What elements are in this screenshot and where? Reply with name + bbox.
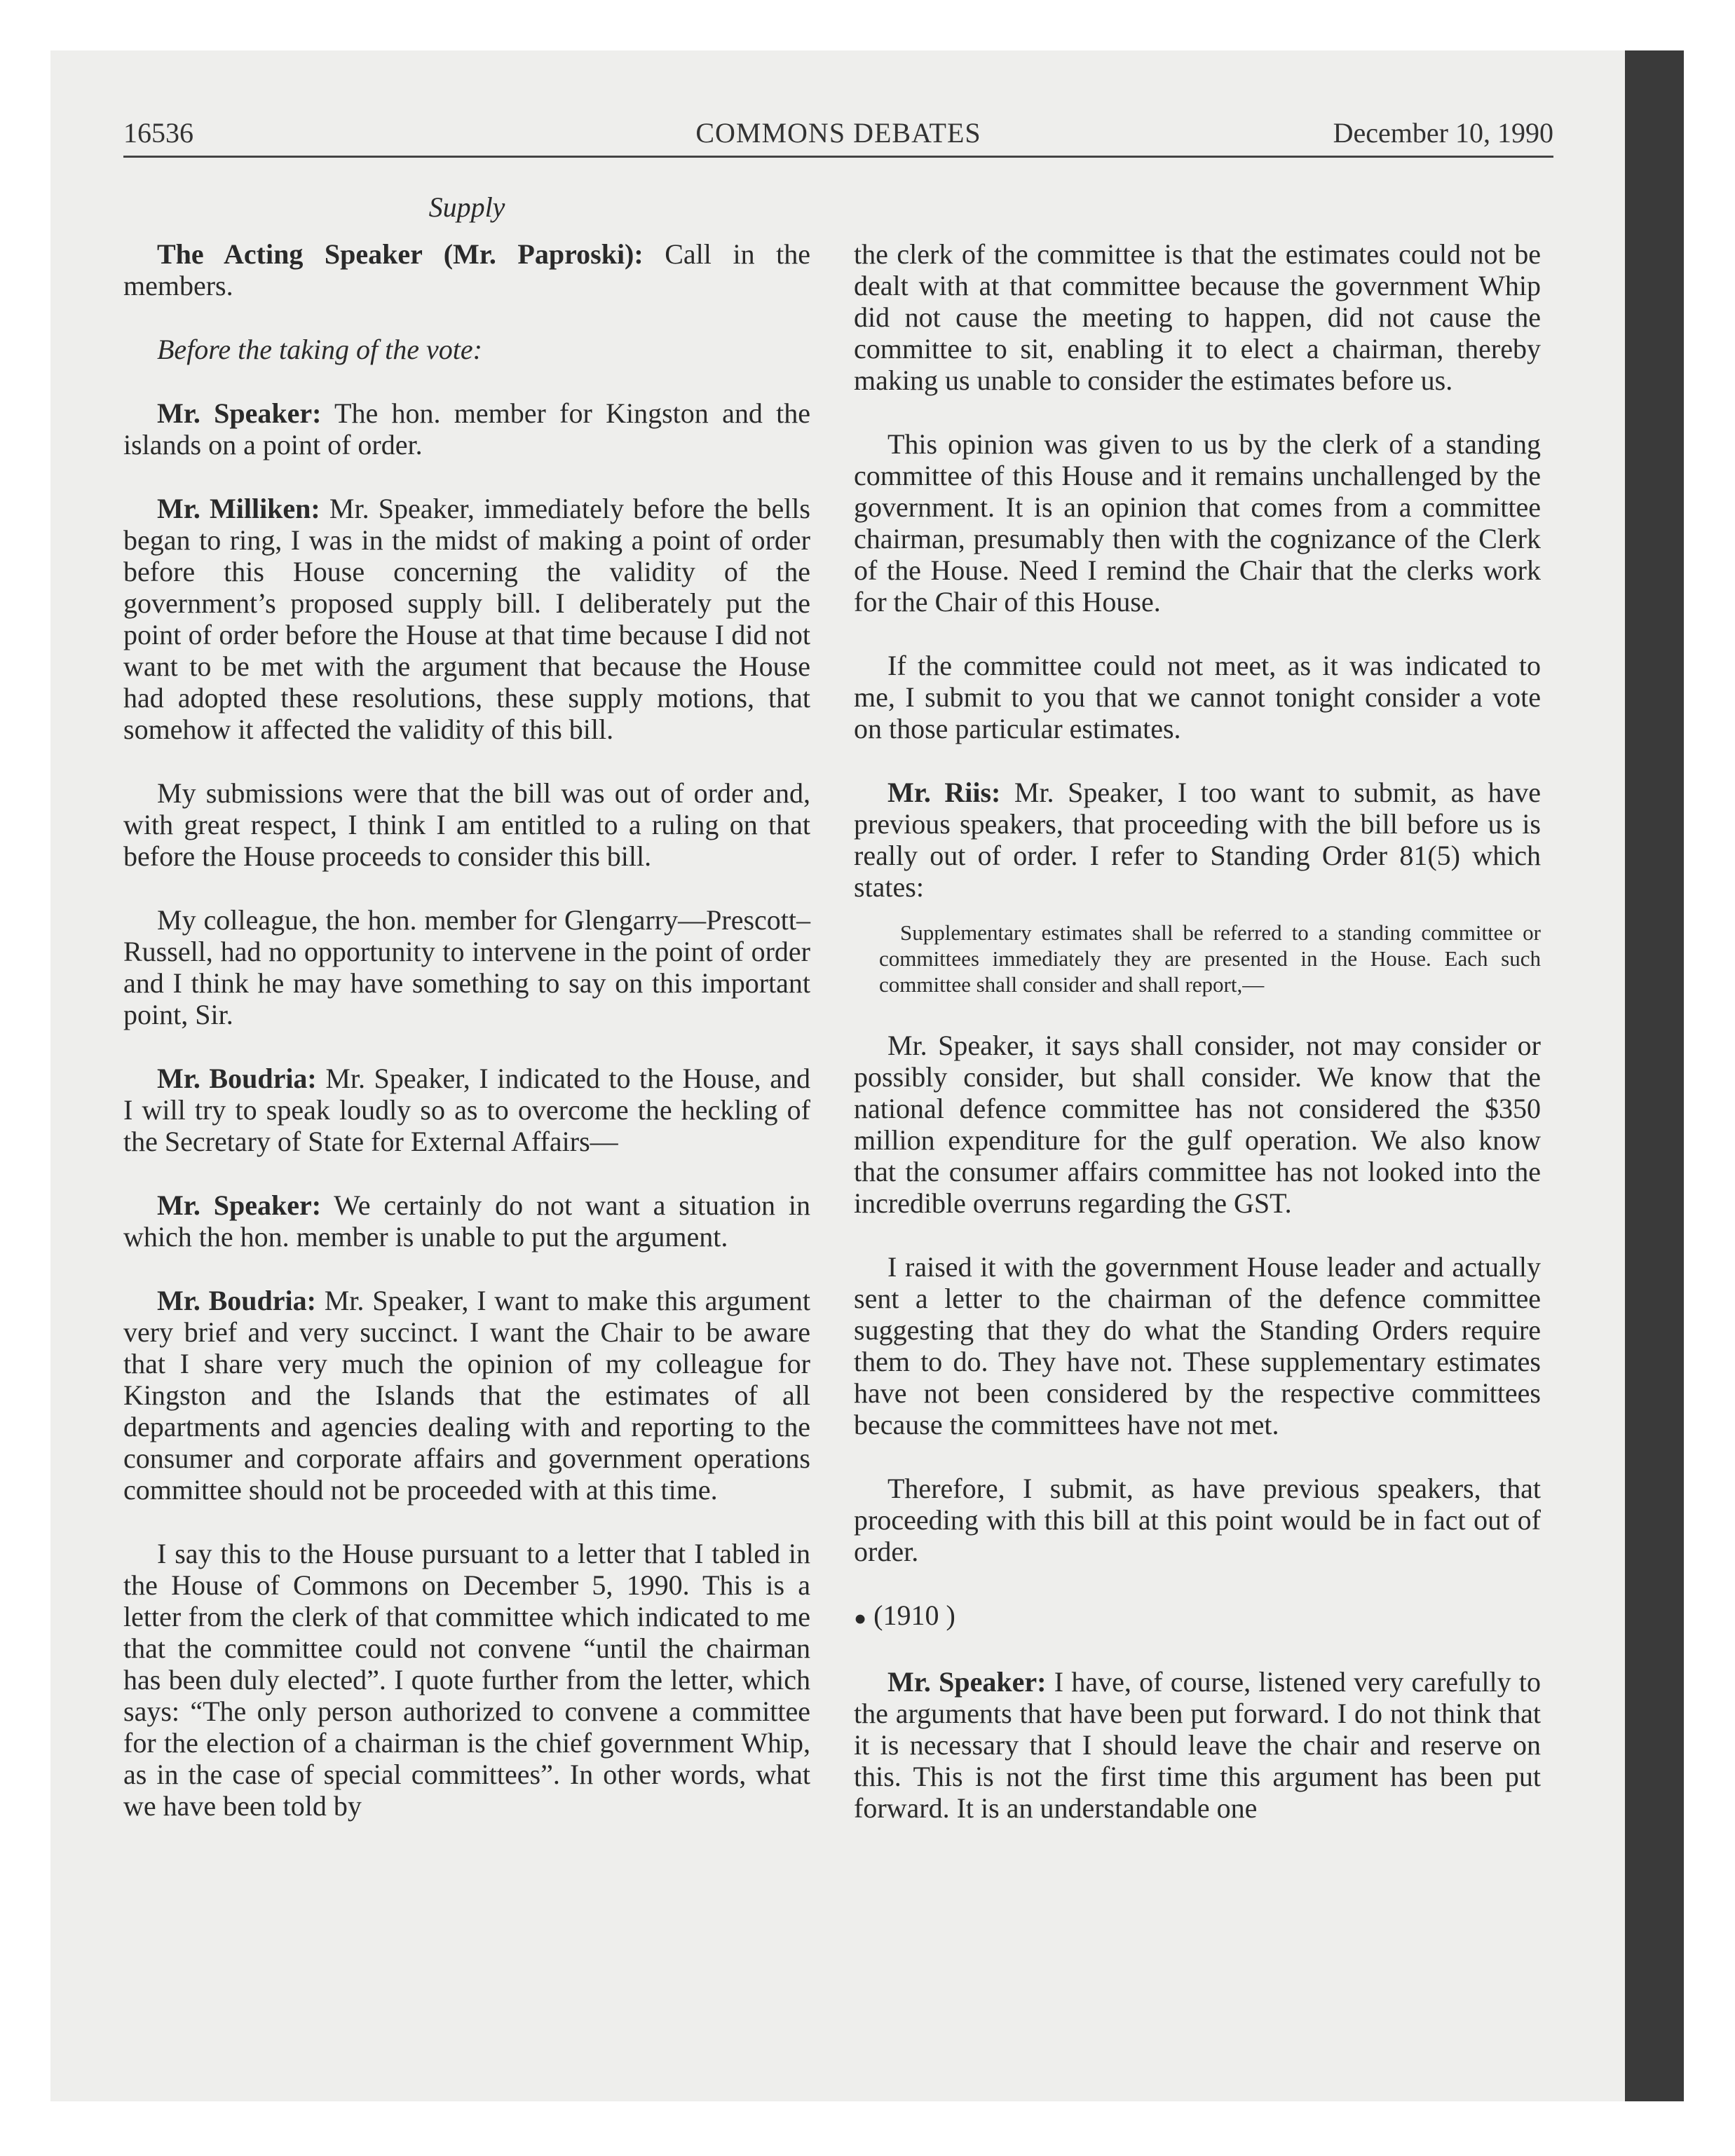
speaker-name: The Acting Speaker (Mr. Paproski):: [157, 238, 644, 270]
time-marker: [854, 1599, 1541, 1634]
speech-text: We certainly do not want a situation in which the hon. member is unable to put the argument.: [123, 1189, 811, 1253]
right-column: [854, 238, 1541, 1856]
speaker-name: Mr. Riis:: [887, 777, 1001, 808]
section-title: Supply: [428, 191, 505, 223]
speech-text: Mr. Speaker, I indicated to the House, and I will try to speak loudly so as to overcome the heckling of the Secretary of State for External Affairs—: [123, 1063, 810, 1157]
speaker-name: Mr. Milliken:: [157, 493, 320, 524]
paragraph: Mr. Speaker, it says shall consider, not may consider or possibly consider, but shall consider. We know that the national defence committee has not considered the $350 million expenditure for the gulf operation. We also know that the consumer affairs committee has not looked into the incredible overruns regarding the GST.: [854, 1030, 1541, 1219]
paragraph: [854, 1666, 1541, 1824]
page-header: [123, 116, 1553, 156]
paragraph: If the committee could not meet, as it was indicated to me, I submit to you that we cannot tonight consider a vote on those particular estimates.: [854, 650, 1541, 744]
speech-text: The hon. member for Kingston and the islands on a point of order.: [123, 397, 810, 460]
paragraph: Therefore, I submit, as have previous speakers, that proceeding with this bill at this point would be in fact out of order.: [854, 1473, 1541, 1567]
paragraph: [123, 397, 810, 460]
speaker-name: Mr. Speaker:: [887, 1666, 1047, 1698]
paragraph: My submissions were that the bill was out of order and, with great respect, I think I am entitled to a ruling on that before the House proceeds to consider this bill.: [123, 777, 810, 872]
paragraph: My colleague, the hon. member for Glengarry—Prescott–Russell, had no opportunity to intervene in the point of order and I think he may have something to say on this important point, Sir.: [123, 904, 810, 1030]
speech-text: Mr. Speaker, immediately before the bells began to ring, I was in the midst of making a point of order before this House concerning the validity of the government’s proposed supply bill. I deliberately put the point of order before the House at that time because I did not want to be met with the argument that because the House had adopted these resolutions, these supply motions, that somehow it affected the validity of this bill.: [123, 493, 810, 745]
speaker-name: Mr. Boudria:: [157, 1063, 317, 1094]
time-marker-text: (1910 ): [873, 1599, 955, 1631]
paragraph: This opinion was given to us by the clerk of a standing committee of this House and it remains unchallenged by the government. It is an opinion that comes from a committee chairman, presumably then with the cognizance of the Clerk of the House. Need I remind the Chair that the clerks work for the Chair of this House.: [854, 428, 1541, 618]
page-date: December 10, 1990: [1333, 117, 1553, 149]
page-number: 16536: [123, 117, 193, 149]
paragraph: [123, 493, 810, 745]
speaker-name: Mr. Speaker:: [157, 1189, 322, 1221]
paragraph: [854, 777, 1541, 903]
scan-edge-shadow: [1625, 50, 1684, 2101]
paragraph: [123, 1285, 810, 1506]
paragraph: I raised it with the government House leader and actually sent a letter to the chairman of the defence committee suggesting that they do what the Standing Orders require them to do. They have not. These supplementary estimates have not been considered by the respective committees because the committees have not met.: [854, 1251, 1541, 1440]
speech-text: Mr. Speaker, I too want to submit, as have previous speakers, that proceeding with the bill before us is really out of order. I refer to Standing Order 81(5) which states:: [854, 777, 1541, 903]
speech-text: Call in the members.: [123, 238, 810, 301]
paragraph: [123, 1063, 810, 1157]
block-quote: Supplementary estimates shall be referred to a standing committee or committees immediately they are presented in the House. Each such committee shall consider and shall report,—: [879, 920, 1541, 997]
publication-title: COMMONS DEBATES: [695, 117, 981, 149]
stage-direction: Before the taking of the vote:: [157, 334, 482, 365]
bullet-icon: ●: [854, 1606, 867, 1630]
header-rule: [123, 156, 1553, 158]
speech-text: I have, of course, listened very carefully to the arguments that have been put forward. I do not think that it is necessary that I should leave the chair and reserve on this. This is not the first time this argument has been put forward. It is an understandable one: [854, 1666, 1542, 1824]
speaker-name: Mr. Speaker:: [157, 397, 322, 429]
speech-text: Mr. Speaker, I want to make this argument very brief and very succinct. I want the Chair to be aware that I share very much the opinion of my colleague for Kingston and the Islands that the estimates of all departments and agencies dealing with and reporting to the consumer and corporate affairs and government operations committee should not be proceeded with at this time.: [123, 1285, 810, 1506]
paragraph: [123, 1189, 810, 1253]
paragraph: I say this to the House pursuant to a letter that I tabled in the House of Commons on December 5, 1990. This is a letter from the clerk of that committee which indicated to me that the committee could not convene “until the chairman has been duly elected”. I quote further from the letter, which says: “The only person authorized to convene a committee for the election of a chairman is the chief government Whip, as in the case of special committees”. In other words, what we have been told by: [123, 1538, 810, 1822]
paragraph: [123, 238, 810, 301]
paragraph-continued: the clerk of the committee is that the estimates could not be dealt with at that committee because the government Whip did not cause the meeting to happen, did not cause the committee to sit, enabling it to elect a chairman, thereby making us unable to consider the estimates before us.: [854, 238, 1541, 396]
speaker-name: Mr. Boudria:: [157, 1285, 316, 1316]
left-column: [123, 238, 810, 1854]
